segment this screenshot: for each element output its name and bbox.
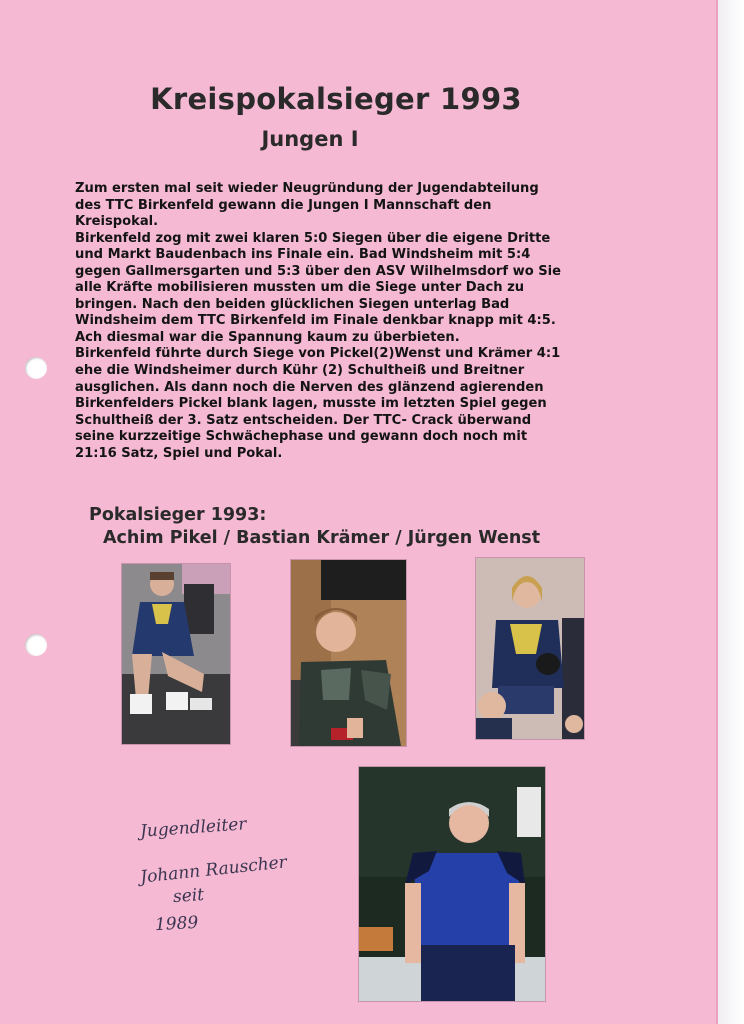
body-line: Kreispokal. (75, 214, 159, 230)
body-line: alle Kräfte mobilisieren mussten um die Siege unter Dach zu (75, 280, 525, 296)
document-title: Kreispokalsieger 1993 (150, 82, 522, 116)
winners-heading: Pokalsieger 1993: (89, 505, 267, 525)
body-line: Birkenfeld zog mit zwei klaren 5:0 Siegen über die eigene Dritte (75, 230, 551, 246)
body-line: gegen Gallmersgarten und 5:3 über den ASV Wilhelmsdorf wo Sie (75, 263, 562, 279)
handwritten-line: Johann Rauscher (139, 852, 288, 888)
photo-juergen-wenst (475, 557, 585, 740)
scan-background (718, 0, 744, 1024)
body-line: und Markt Baudenbach ins Finale ein. Bad Windsheim mit 5:4 (75, 247, 531, 263)
handwritten-line: Jugendleiter (139, 814, 248, 842)
body-line: Birkenfeld führte durch Siege von Pickel(2)Wenst und Krämer 4:1 (75, 346, 561, 362)
punch-hole-bottom (25, 634, 47, 656)
photo-achim-pikel (121, 563, 231, 745)
body-line: Schultheiß der 3. Satz entscheiden. Der TTC- Crack überwand (75, 412, 532, 428)
body-line: des TTC Birkenfeld gewann die Jungen I Mannschaft den (75, 197, 492, 213)
body-line: ausglichen. Als dann noch die Nerven des glänzend agierenden (75, 379, 544, 395)
handwritten-line: seit (172, 884, 205, 908)
body-line: Windsheim dem TTC Birkenfeld im Finale denkbar knapp mit 4:5. (75, 313, 556, 329)
handwritten-line: 1989 (154, 912, 199, 936)
body-line: seine kurzzeitige Schwächephase und gewann doch noch mit (75, 429, 528, 445)
body-line: Zum ersten mal seit wieder Neugründung der Jugendabteilung (75, 181, 539, 196)
body-line: Birkenfelders Pickel blank lagen, musste im letzten Spiel gegen (75, 396, 547, 412)
photo-bastian-kraemer (290, 559, 407, 747)
winners-names: Achim Pikel / Bastian Krämer / Jürgen Wenst (103, 528, 541, 548)
body-line: ehe die Windsheimer durch Kühr (2) Schultheiß und Breitner (75, 363, 525, 379)
body-line: Ach diesmal war die Spannung kaum zu überbieten. (75, 329, 460, 345)
body-line: 21:16 Satz, Spiel und Pokal. (75, 445, 283, 461)
body-line: bringen. Nach den beiden glücklichen Siegen unterlag Bad (75, 296, 510, 312)
punch-hole-top (25, 357, 47, 379)
photo-jugendleiter (358, 766, 546, 1002)
document-subtitle: Jungen I (261, 127, 359, 151)
article-body (75, 181, 635, 462)
